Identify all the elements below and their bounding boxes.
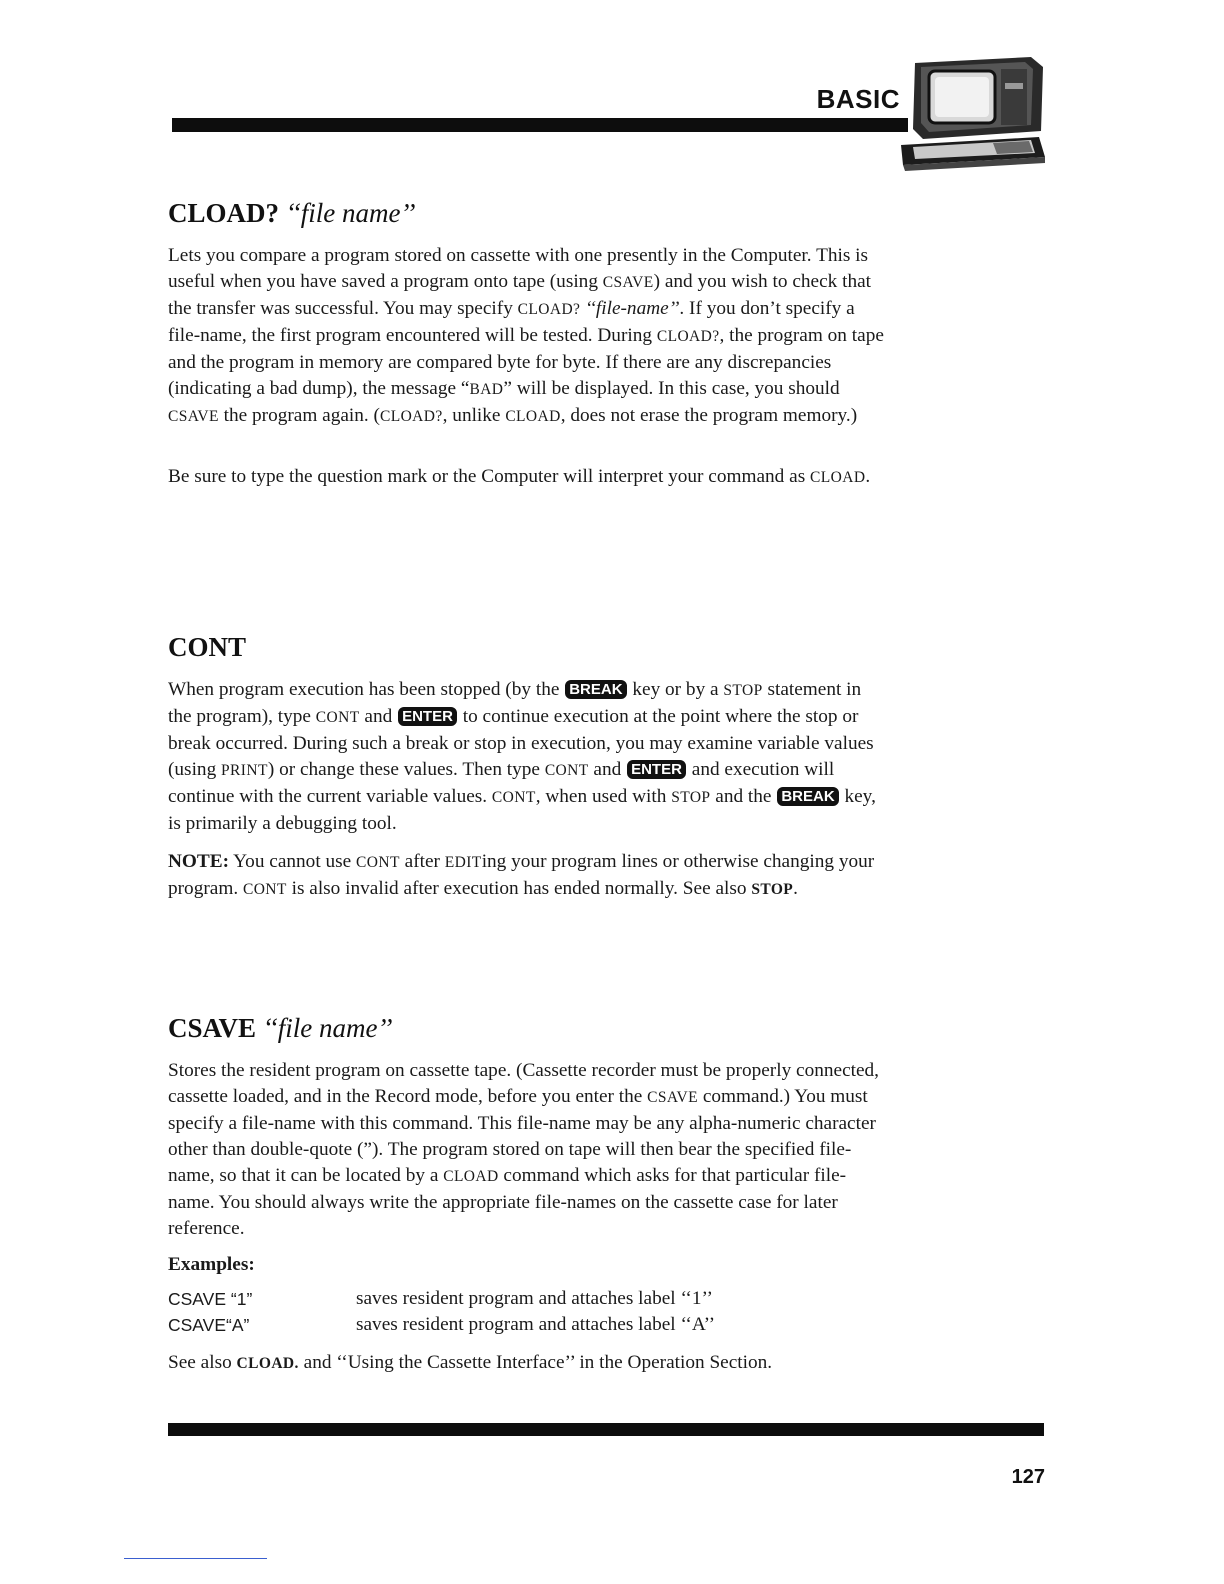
csave-see-also: See also CLOAD. and ‘‘Using the Cassette Interface’’ in the Operation Section. (168, 1352, 773, 1373)
example-description: saves resident program and attaches label ‘‘1’’ (356, 1288, 713, 1309)
running-header-title: BASIC (816, 84, 900, 114)
example-row (168, 1286, 888, 1312)
enter-key-icon: ENTER (398, 707, 457, 726)
footer-rule (168, 1423, 1044, 1436)
section-csave (168, 1013, 888, 1389)
section-heading: CSAVE ‘‘file name’’ (168, 1013, 393, 1043)
example-description: saves resident program and attaches label ‘‘A’’ (356, 1314, 716, 1335)
section-cont (168, 632, 888, 915)
cont-note: NOTE: You cannot use CONT after EDITing your program lines or otherwise changing your program. CONT is also invalid after execution has ended normally. See also STOP. (168, 851, 875, 899)
break-key-icon: BREAK (777, 787, 838, 806)
cont-description: When program execution has been stopped (by the BREAK key or by a STOP statement in the program), type CONT and ENTER to continue execution at the point where the stop or break occurred. During such a break or stop in execution, you may examine variable values (using PRINT) or change these values. Then type CONT and ENTER and execution will continue with the current variable values. CONT, when used with STOP and the BREAK key, is primarily a debugging tool. (168, 679, 876, 834)
page-number: 127 (1011, 1466, 1045, 1488)
examples-list (168, 1286, 888, 1338)
footer-underline (124, 1558, 267, 1559)
examples-label: Examples: (168, 1254, 255, 1275)
section-heading: CLOAD? ‘‘file name’’ (168, 198, 416, 228)
break-key-icon: BREAK (565, 680, 626, 699)
enter-key-icon: ENTER (627, 760, 686, 779)
example-code: CSAVE “1” (168, 1289, 253, 1309)
header-rule (172, 118, 908, 132)
section-heading: CONT (168, 632, 247, 662)
cload-description: Lets you compare a program stored on cassette with one presently in the Computer. This is useful when you have saved a program onto tape (using CSAVE) and you wish to check that the transfer was successful. You may specify CLOAD? ‘‘file-name’’. If you don’t specify a file-name, the first program encountered will be tested. During CLOAD?, the program on tape and the program in memory are compared byte for byte. If there are any discrepancies (indicating a bad dump), the message “BAD” will be displayed. In this case, you should CSAVE the program again. (CLOAD?, unlike CLOAD, does not erase the program memory.) (168, 245, 884, 426)
example-code: CSAVE“A” (168, 1315, 250, 1335)
csave-description: Stores the resident program on cassette tape. (Cassette recorder must be properly connected, cassette loaded, and in the Record mode, before you enter the CSAVE command.) You must specify a file-name with this command. This file-name may be any alpha-numeric character other than double-quote (”). The program stored on tape will then bear the specified file-name, so that it can be located by a CLOAD command which asks for that particular file-name. You should always write the appropriate file-names on the cassette case for later reference. (168, 1060, 880, 1239)
example-row (168, 1312, 888, 1338)
section-cload (168, 198, 888, 503)
computer-terminal-icon (893, 53, 1048, 173)
cload-warning: Be sure to type the question mark or the Computer will interpret your command as CLOAD. (168, 466, 871, 487)
